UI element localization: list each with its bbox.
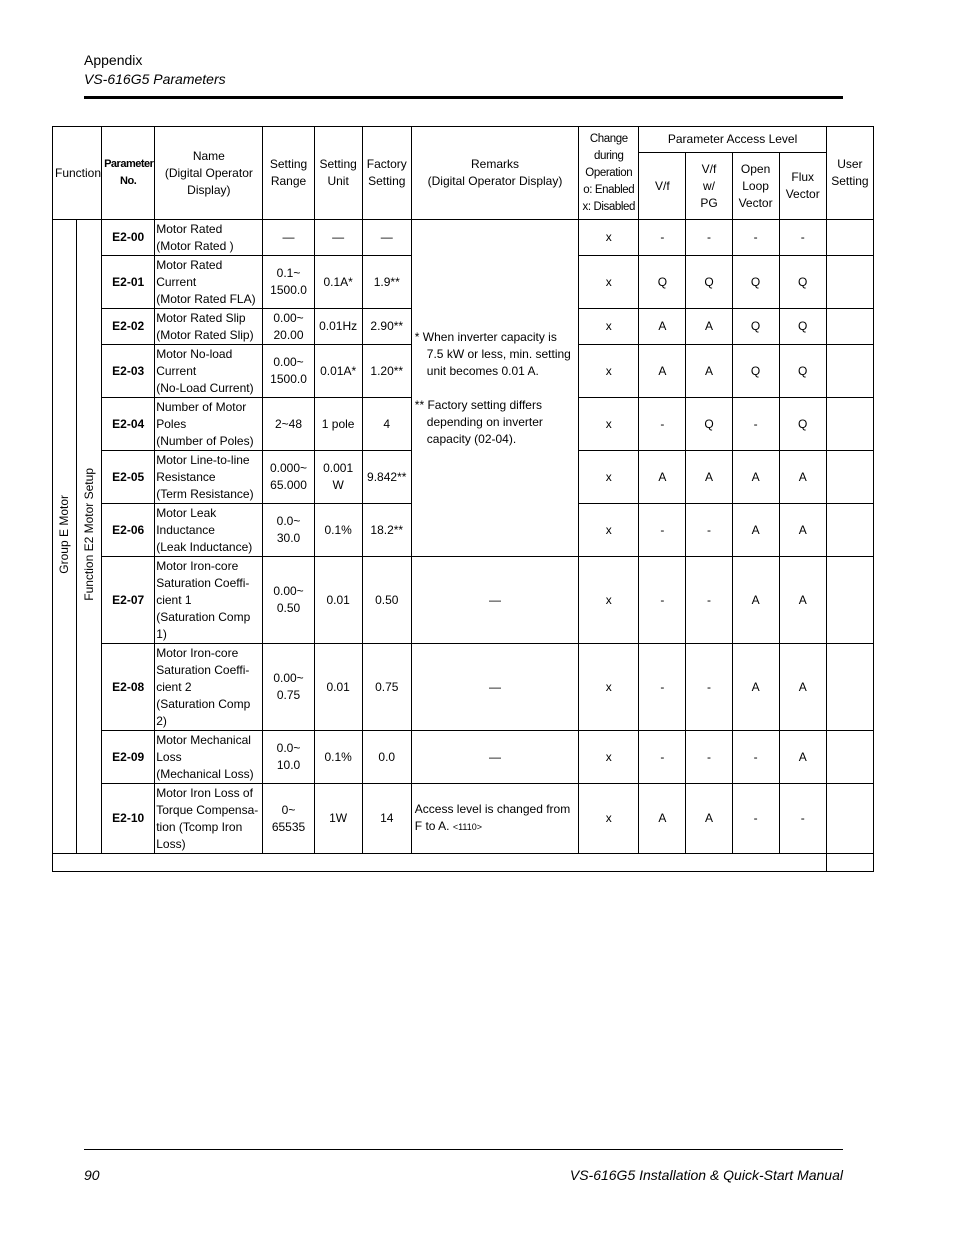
access-flux-vector: A (779, 644, 826, 731)
setting-range (263, 644, 314, 731)
cell-line: Motor Rated Slip (156, 310, 246, 325)
shared-remarks (411, 220, 578, 557)
cell-line: Current (156, 363, 197, 378)
cell-line: (Motor Rated Slip) (156, 327, 254, 342)
cell-line: Inductance (156, 522, 215, 537)
cell-line: 0~ (281, 802, 296, 817)
cell-line: Motor Rated (156, 257, 223, 272)
change-during-operation: x (579, 557, 639, 644)
header-text: Setting (368, 174, 406, 188)
access-vf-pg: A (686, 451, 732, 504)
cell-line: 65535 (271, 819, 306, 834)
change-during-operation: x (579, 309, 639, 345)
access-vf: - (639, 220, 686, 256)
parameter-name (155, 256, 263, 309)
header-setting-unit (314, 127, 362, 220)
parameter-no: E2-03 (102, 345, 155, 398)
change-during-operation: x (579, 784, 639, 854)
cell-line: 1) (156, 626, 167, 641)
user-setting (826, 504, 873, 557)
factory-setting: 0.0 (362, 731, 411, 784)
access-vf-pg: A (686, 345, 732, 398)
user-setting (826, 398, 873, 451)
change-during-operation: x (579, 644, 639, 731)
parameter-name (155, 784, 263, 854)
parameter-table (52, 126, 874, 872)
remarks-line (415, 818, 576, 836)
section-subtitle: VS-616G5 Parameters (84, 71, 226, 87)
group-label: Group E Motor (57, 494, 72, 574)
header-text: Vector (738, 195, 773, 210)
access-vf: A (639, 345, 686, 398)
parameter-name (155, 398, 263, 451)
access-vf-pg: A (686, 784, 732, 854)
cell-line: tion (Tcomp Iron (156, 819, 243, 834)
remarks: — (411, 731, 578, 784)
access-vf-pg: - (686, 557, 732, 644)
footer-rule (84, 1149, 843, 1150)
header-text: V/f (701, 161, 717, 176)
setting-unit (314, 451, 362, 504)
setting-range (263, 220, 314, 256)
remarks-line: unit becomes 0.01 A. (426, 363, 539, 378)
cell-line: 1500.0 (270, 372, 307, 386)
cell-line: — (332, 230, 345, 244)
access-vf: A (639, 451, 686, 504)
header-rule (84, 96, 843, 99)
access-vf: - (639, 731, 686, 784)
setting-range (263, 731, 314, 784)
section-heading: Appendix (84, 52, 143, 68)
setting-unit (314, 345, 362, 398)
cell-line: 0.1~ (276, 266, 301, 280)
user-setting (826, 451, 873, 504)
header-text: Range (270, 174, 307, 188)
header-parameter-no (102, 127, 155, 220)
header-text: during (593, 149, 624, 162)
cell-line: Loss) (156, 836, 186, 851)
cell-line: Motor Mechanical (156, 732, 251, 747)
remarks-line: 7.5 kW or less, min. setting (426, 346, 571, 361)
header-name (155, 127, 263, 220)
remarks-line: ** Factory setting differs (414, 397, 542, 412)
header-access-level: Parameter Access Level (639, 127, 826, 153)
cell-line: 0.1% (324, 522, 352, 537)
user-setting (826, 731, 873, 784)
cell-line: Motor Rated (156, 221, 223, 236)
header-text: (Digital Operator (164, 165, 253, 180)
change-during-operation: x (579, 731, 639, 784)
cell-line: (Term Resistance) (156, 486, 254, 501)
factory-setting: — (362, 220, 411, 256)
remarks (411, 784, 578, 854)
cell-line: Number of Motor (156, 399, 247, 414)
parameter-no: E2-02 (102, 309, 155, 345)
user-setting (826, 557, 873, 644)
factory-setting: 4 (362, 398, 411, 451)
cell-line: Saturation Coeffi- (156, 662, 250, 677)
cell-line: 0.01 (326, 679, 350, 694)
remarks-line (415, 380, 576, 397)
cell-line: (Saturation Comp (156, 609, 251, 624)
header-vf-pg (686, 153, 732, 220)
access-vf: - (639, 557, 686, 644)
access-open-loop-vector: Q (732, 309, 779, 345)
factory-setting: 1.9** (362, 256, 411, 309)
header-text: Parameter (104, 158, 154, 170)
cell-line: 0.01 (326, 592, 350, 607)
cell-line: W (332, 478, 344, 492)
cell-line: 0.01A* (320, 363, 357, 378)
header-remarks (411, 127, 578, 220)
access-open-loop-vector: A (732, 451, 779, 504)
cell-line: (Leak Inductance) (156, 539, 253, 554)
header-function: Function (53, 127, 102, 220)
cell-line: 0.001 (323, 461, 354, 475)
access-vf-pg: Q (686, 256, 732, 309)
cell-line: (Mechanical Loss) (156, 766, 254, 781)
access-vf: - (639, 398, 686, 451)
access-flux-vector: A (779, 451, 826, 504)
cell-line: 0.00~ (273, 584, 304, 598)
remarks: — (411, 644, 578, 731)
cell-line: cient 1 (156, 592, 192, 607)
parameter-name (155, 557, 263, 644)
cell-line: — (282, 230, 295, 244)
factory-setting: 2.90** (362, 309, 411, 345)
cell-line: 0.00~ (273, 355, 304, 369)
header-text: Change (589, 132, 628, 145)
remarks: — (411, 557, 578, 644)
setting-range (263, 398, 314, 451)
cell-line: Current (156, 274, 197, 289)
header-text: Vector (785, 187, 820, 201)
access-open-loop-vector: - (732, 731, 779, 784)
cell-line: Loss (156, 749, 182, 764)
cell-line: 20.00 (273, 327, 304, 342)
parameter-name (155, 504, 263, 557)
cell-line: 0.01Hz (319, 319, 358, 333)
cell-line: 0.00~ (273, 310, 304, 325)
function-label: Function E2 Motor Setup (81, 467, 96, 601)
user-setting (826, 644, 873, 731)
access-open-loop-vector: Q (732, 256, 779, 309)
cell-line: 0.0~ (276, 741, 301, 755)
remarks-line: Access level is changed from (414, 802, 571, 816)
user-setting (826, 220, 873, 256)
user-setting (826, 256, 873, 309)
access-vf-pg: - (686, 504, 732, 557)
remarks-line: capacity (02-04). (426, 431, 517, 446)
table-row (53, 784, 874, 854)
change-during-operation: x (579, 220, 639, 256)
change-during-operation: x (579, 504, 639, 557)
access-open-loop-vector: A (732, 644, 779, 731)
access-vf: A (639, 309, 686, 345)
parameter-no: E2-01 (102, 256, 155, 309)
header-text: Setting (831, 174, 869, 188)
table-row (53, 644, 874, 731)
remarks-line: * When inverter capacity is (414, 329, 557, 344)
access-flux-vector: A (779, 731, 826, 784)
remarks-line: depending on inverter (426, 414, 543, 429)
access-open-loop-vector: Q (732, 345, 779, 398)
cell-line: Motor Iron Loss of (156, 785, 253, 800)
header-text: User (837, 157, 863, 171)
cell-line: 30.0 (276, 531, 301, 545)
access-open-loop-vector: A (732, 557, 779, 644)
cell-line: 2) (156, 713, 167, 728)
parameter-no: E2-09 (102, 731, 155, 784)
access-vf-pg: - (686, 220, 732, 256)
access-flux-vector: - (779, 220, 826, 256)
cell-line: (Motor Rated ) (156, 238, 234, 253)
parameter-no: E2-05 (102, 451, 155, 504)
access-open-loop-vector: A (732, 504, 779, 557)
parameter-no: E2-00 (102, 220, 155, 256)
access-open-loop-vector: - (732, 784, 779, 854)
setting-range (263, 451, 314, 504)
cell-line: 0.00~ (273, 671, 304, 685)
header-factory-setting (362, 127, 411, 220)
table-footer-row (53, 854, 874, 872)
user-setting (826, 345, 873, 398)
header-text: Display) (187, 182, 231, 197)
cell-line: 1500.0 (270, 283, 307, 297)
cell-line: 2~48 (275, 416, 303, 431)
header-user-setting (826, 127, 873, 220)
setting-range (263, 256, 314, 309)
setting-unit (314, 644, 362, 731)
setting-range (263, 504, 314, 557)
cell-line: 10.0 (276, 758, 301, 772)
setting-unit (314, 398, 362, 451)
header-text: Flux (791, 170, 815, 184)
cell-line: (Number of Poles) (156, 433, 254, 448)
revision-tag: <1110> (452, 822, 483, 832)
header-text: PG (700, 195, 718, 210)
header-text: Open (740, 161, 771, 176)
access-flux-vector: Q (779, 398, 826, 451)
parameter-name (155, 220, 263, 256)
header-text: Setting (319, 157, 357, 171)
change-during-operation: x (579, 398, 639, 451)
header-text: Name (192, 148, 225, 163)
setting-unit (314, 220, 362, 256)
table-row (53, 731, 874, 784)
cell-line: Saturation Coeffi- (156, 575, 250, 590)
factory-setting: 0.75 (362, 644, 411, 731)
cell-line: Motor No-load (156, 346, 233, 361)
access-vf-pg: - (686, 731, 732, 784)
access-vf-pg: - (686, 644, 732, 731)
cell-line: 1W (329, 811, 348, 825)
cell-line: 0.000~ (270, 461, 308, 475)
access-open-loop-vector: - (732, 220, 779, 256)
cell-line: (Saturation Comp (156, 696, 251, 711)
parameter-name (155, 309, 263, 345)
table-row (53, 220, 874, 256)
function-label-cell (77, 220, 102, 854)
cell-line: Motor Leak (156, 505, 217, 520)
empty-cell (53, 854, 827, 872)
setting-unit (314, 309, 362, 345)
group-label-cell (53, 220, 77, 854)
setting-unit (314, 784, 362, 854)
setting-unit (314, 256, 362, 309)
cell-line: cient 2 (156, 679, 192, 694)
header-vf: V/f (639, 153, 686, 220)
cell-line: Motor Iron-core (156, 558, 239, 573)
header-flux-vector (779, 153, 826, 220)
access-flux-vector: A (779, 504, 826, 557)
setting-range (263, 309, 314, 345)
header-text: w/ (702, 178, 715, 193)
factory-setting: 14 (362, 784, 411, 854)
cell-line: Torque Compensa- (156, 802, 259, 817)
access-flux-vector: A (779, 557, 826, 644)
access-vf: - (639, 644, 686, 731)
remarks-text: F to A. (414, 819, 450, 833)
access-vf-pg: Q (686, 398, 732, 451)
cell-line: 0.50 (276, 601, 301, 615)
change-during-operation: x (579, 256, 639, 309)
header-text: Factory (366, 157, 407, 171)
setting-range (263, 784, 314, 854)
access-vf: A (639, 784, 686, 854)
cell-line: 0.75 (276, 688, 301, 702)
parameter-no: E2-10 (102, 784, 155, 854)
parameter-no: E2-07 (102, 557, 155, 644)
setting-range (263, 345, 314, 398)
cell-line: (No-Load Current) (156, 380, 254, 395)
manual-title: VS-616G5 Installation & Quick-Start Manual (569, 1167, 843, 1183)
page-number: 90 (84, 1167, 100, 1183)
cell-line: 0.1% (324, 749, 352, 764)
header-setting-range (263, 127, 314, 220)
factory-setting: 9.842** (362, 451, 411, 504)
access-flux-vector: - (779, 784, 826, 854)
access-flux-vector: Q (779, 309, 826, 345)
cell-line: 0.0~ (276, 514, 301, 528)
access-open-loop-vector: - (732, 398, 779, 451)
parameter-no: E2-04 (102, 398, 155, 451)
change-during-operation: x (579, 345, 639, 398)
cell-line: 0.1A* (323, 274, 353, 289)
cell-line: Poles (156, 416, 187, 431)
table-row (53, 557, 874, 644)
parameter-name (155, 731, 263, 784)
cell-line: Motor Iron-core (156, 645, 239, 660)
setting-unit (314, 504, 362, 557)
header-text: Loop (742, 178, 769, 193)
header-text: (Digital Operator Display) (427, 174, 563, 188)
header-change-during-operation (579, 127, 639, 220)
cell-line: Resistance (156, 469, 216, 484)
access-flux-vector: Q (779, 256, 826, 309)
header-text: o: Enabled (583, 183, 635, 196)
setting-unit (314, 557, 362, 644)
parameter-name (155, 644, 263, 731)
factory-setting: 18.2** (362, 504, 411, 557)
access-vf-pg: A (686, 309, 732, 345)
parameter-no: E2-08 (102, 644, 155, 731)
cell-line: Motor Line-to-line (156, 452, 250, 467)
cell-line: 1 pole (321, 416, 355, 431)
cell-line: (Motor Rated FLA) (156, 291, 256, 306)
parameter-name (155, 345, 263, 398)
header-text: Remarks (470, 157, 519, 171)
parameter-name (155, 451, 263, 504)
setting-unit (314, 731, 362, 784)
header-text: Operation (585, 166, 633, 179)
setting-range (263, 557, 314, 644)
header-text: Setting (269, 157, 308, 171)
change-during-operation: x (579, 451, 639, 504)
access-flux-vector: Q (779, 345, 826, 398)
user-setting (826, 784, 873, 854)
access-vf: - (639, 504, 686, 557)
empty-cell (826, 854, 873, 872)
parameter-no: E2-06 (102, 504, 155, 557)
header-text: x: Disabled (582, 200, 635, 213)
header-text: Unit (327, 174, 349, 188)
factory-setting: 1.20** (362, 345, 411, 398)
header-open-loop-vector (732, 153, 779, 220)
factory-setting: 0.50 (362, 557, 411, 644)
header-text: No. (120, 175, 137, 187)
user-setting (826, 309, 873, 345)
cell-line: 65.000 (270, 478, 307, 492)
access-vf: Q (639, 256, 686, 309)
